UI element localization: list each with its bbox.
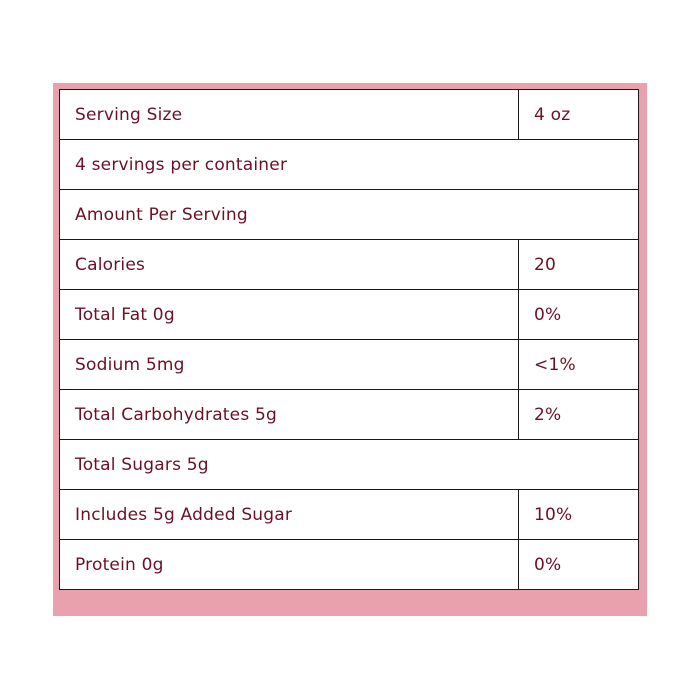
protein-label: Protein 0g <box>60 540 519 590</box>
table-row <box>60 540 639 590</box>
calories-value: 20 <box>519 240 639 290</box>
table-row <box>60 240 639 290</box>
table-row <box>60 340 639 390</box>
sodium-value: <1% <box>519 340 639 390</box>
serving-size-label: Serving Size <box>60 90 519 140</box>
table-row <box>60 490 639 540</box>
calories-label: Calories <box>60 240 519 290</box>
total-fat-value: 0% <box>519 290 639 340</box>
nutrition-panel-frame <box>53 83 647 616</box>
total-fat-label: Total Fat 0g <box>60 290 519 340</box>
total-sugars-label: Total Sugars 5g <box>60 440 639 490</box>
added-sugar-value: 10% <box>519 490 639 540</box>
table-row <box>60 140 639 190</box>
table-row <box>60 390 639 440</box>
total-carbohydrates-value: 2% <box>519 390 639 440</box>
table-row <box>60 90 639 140</box>
servings-per-container: 4 servings per container <box>60 140 639 190</box>
sodium-label: Sodium 5mg <box>60 340 519 390</box>
nutrition-table <box>59 89 639 590</box>
table-row <box>60 440 639 490</box>
table-row <box>60 290 639 340</box>
table-row <box>60 190 639 240</box>
protein-value: 0% <box>519 540 639 590</box>
added-sugar-label: Includes 5g Added Sugar <box>60 490 519 540</box>
amount-per-serving: Amount Per Serving <box>60 190 639 240</box>
serving-size-value: 4 oz <box>519 90 639 140</box>
total-carbohydrates-label: Total Carbohydrates 5g <box>60 390 519 440</box>
